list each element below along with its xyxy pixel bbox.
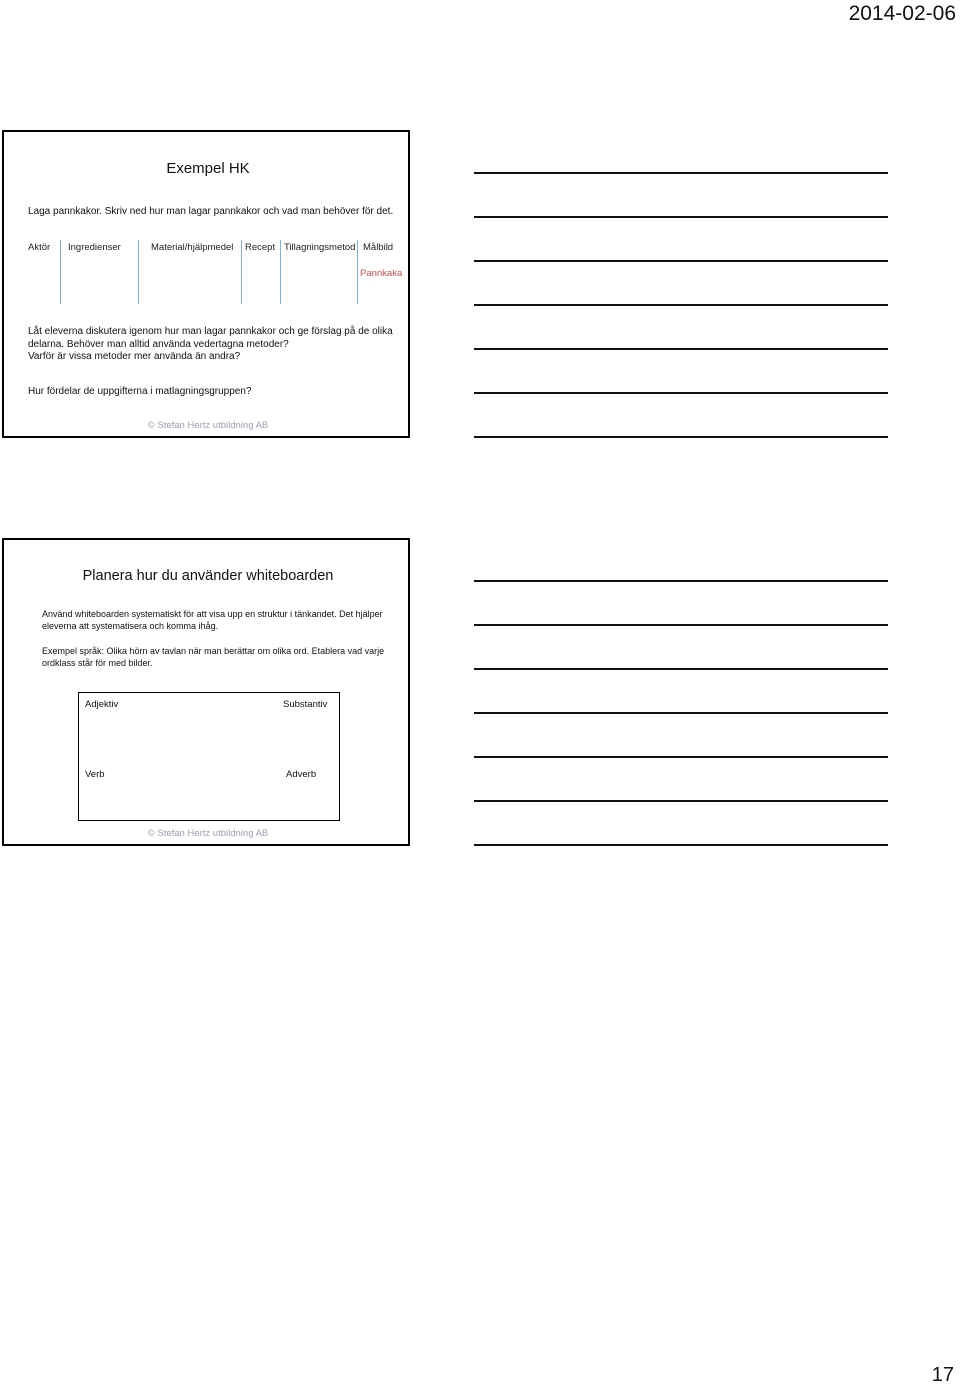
body-line: Låt eleverna diskutera igenom hur man lagar pannkakor och ge förslag på de olika delarna. Behöver man alltid använda vedertagna metoder? [28,326,393,350]
note-line [474,624,888,626]
note-line [474,304,888,306]
slide-whiteboard [2,538,410,846]
slide-title: Exempel HK [166,160,250,177]
page-number: 17 [931,1364,954,1386]
slide-paragraph: Exempel språk: Olika hörn av tavlan när man berättar om olika ord. Etablera vad varje ordklass står för med bilder. [42,646,385,668]
note-line [474,844,888,846]
copyright-text: © Stefan Hertz utbildning AB [147,828,269,839]
board-label-adverb: Adverb [286,769,317,780]
column-label-recept: Recept [245,242,276,253]
column-divider [241,240,242,304]
note-line [474,800,888,802]
note-line [474,216,888,218]
slide-question: Hur fördelar de uppgifterna i matlagningsgruppen? [28,386,252,397]
slide-title: Planera hur du använder whiteboarden [82,568,334,584]
column-divider [280,240,281,304]
note-line [474,392,888,394]
column-label-tillagningsmetod: Tillagningsmetod [284,242,356,253]
column-label-aktor: Aktör [28,242,51,253]
note-line [474,260,888,262]
slide-paragraph: Använd whiteboarden systematiskt för att visa upp en struktur i tänkandet. Det hjälper eleverna att systematisera och komma ihåg. [42,609,383,631]
board-label-substantiv: Substantiv [283,699,328,710]
note-line [474,580,888,582]
column-divider [357,240,358,304]
note-line [474,756,888,758]
column-label-ingredienser: Ingredienser [68,242,121,253]
board-label-verb: Verb [85,769,105,780]
note-line [474,668,888,670]
note-line [474,436,888,438]
slide-intro: Laga pannkakor. Skriv ned hur man lagar pannkakor och vad man behöver för det. [28,206,394,217]
copyright-text: © Stefan Hertz utbildning AB [147,420,269,431]
column-label-malbild: Målbild [363,242,394,253]
whiteboard-diagram [78,692,340,821]
page-date: 2014-02-06 [848,2,956,25]
column-label-material: Material/hjälpmedel [151,242,234,253]
column-divider [60,240,61,304]
board-label-adjektiv: Adjektiv [85,699,119,710]
note-line [474,348,888,350]
note-line [474,172,888,174]
slide-body [28,326,408,364]
note-line [474,712,888,714]
target-item: Pannkaka [360,268,403,279]
slide-exempel-hk [2,130,410,438]
column-divider [138,240,139,304]
body-line: Varför är vissa metoder mer använda än andra? [28,351,241,362]
